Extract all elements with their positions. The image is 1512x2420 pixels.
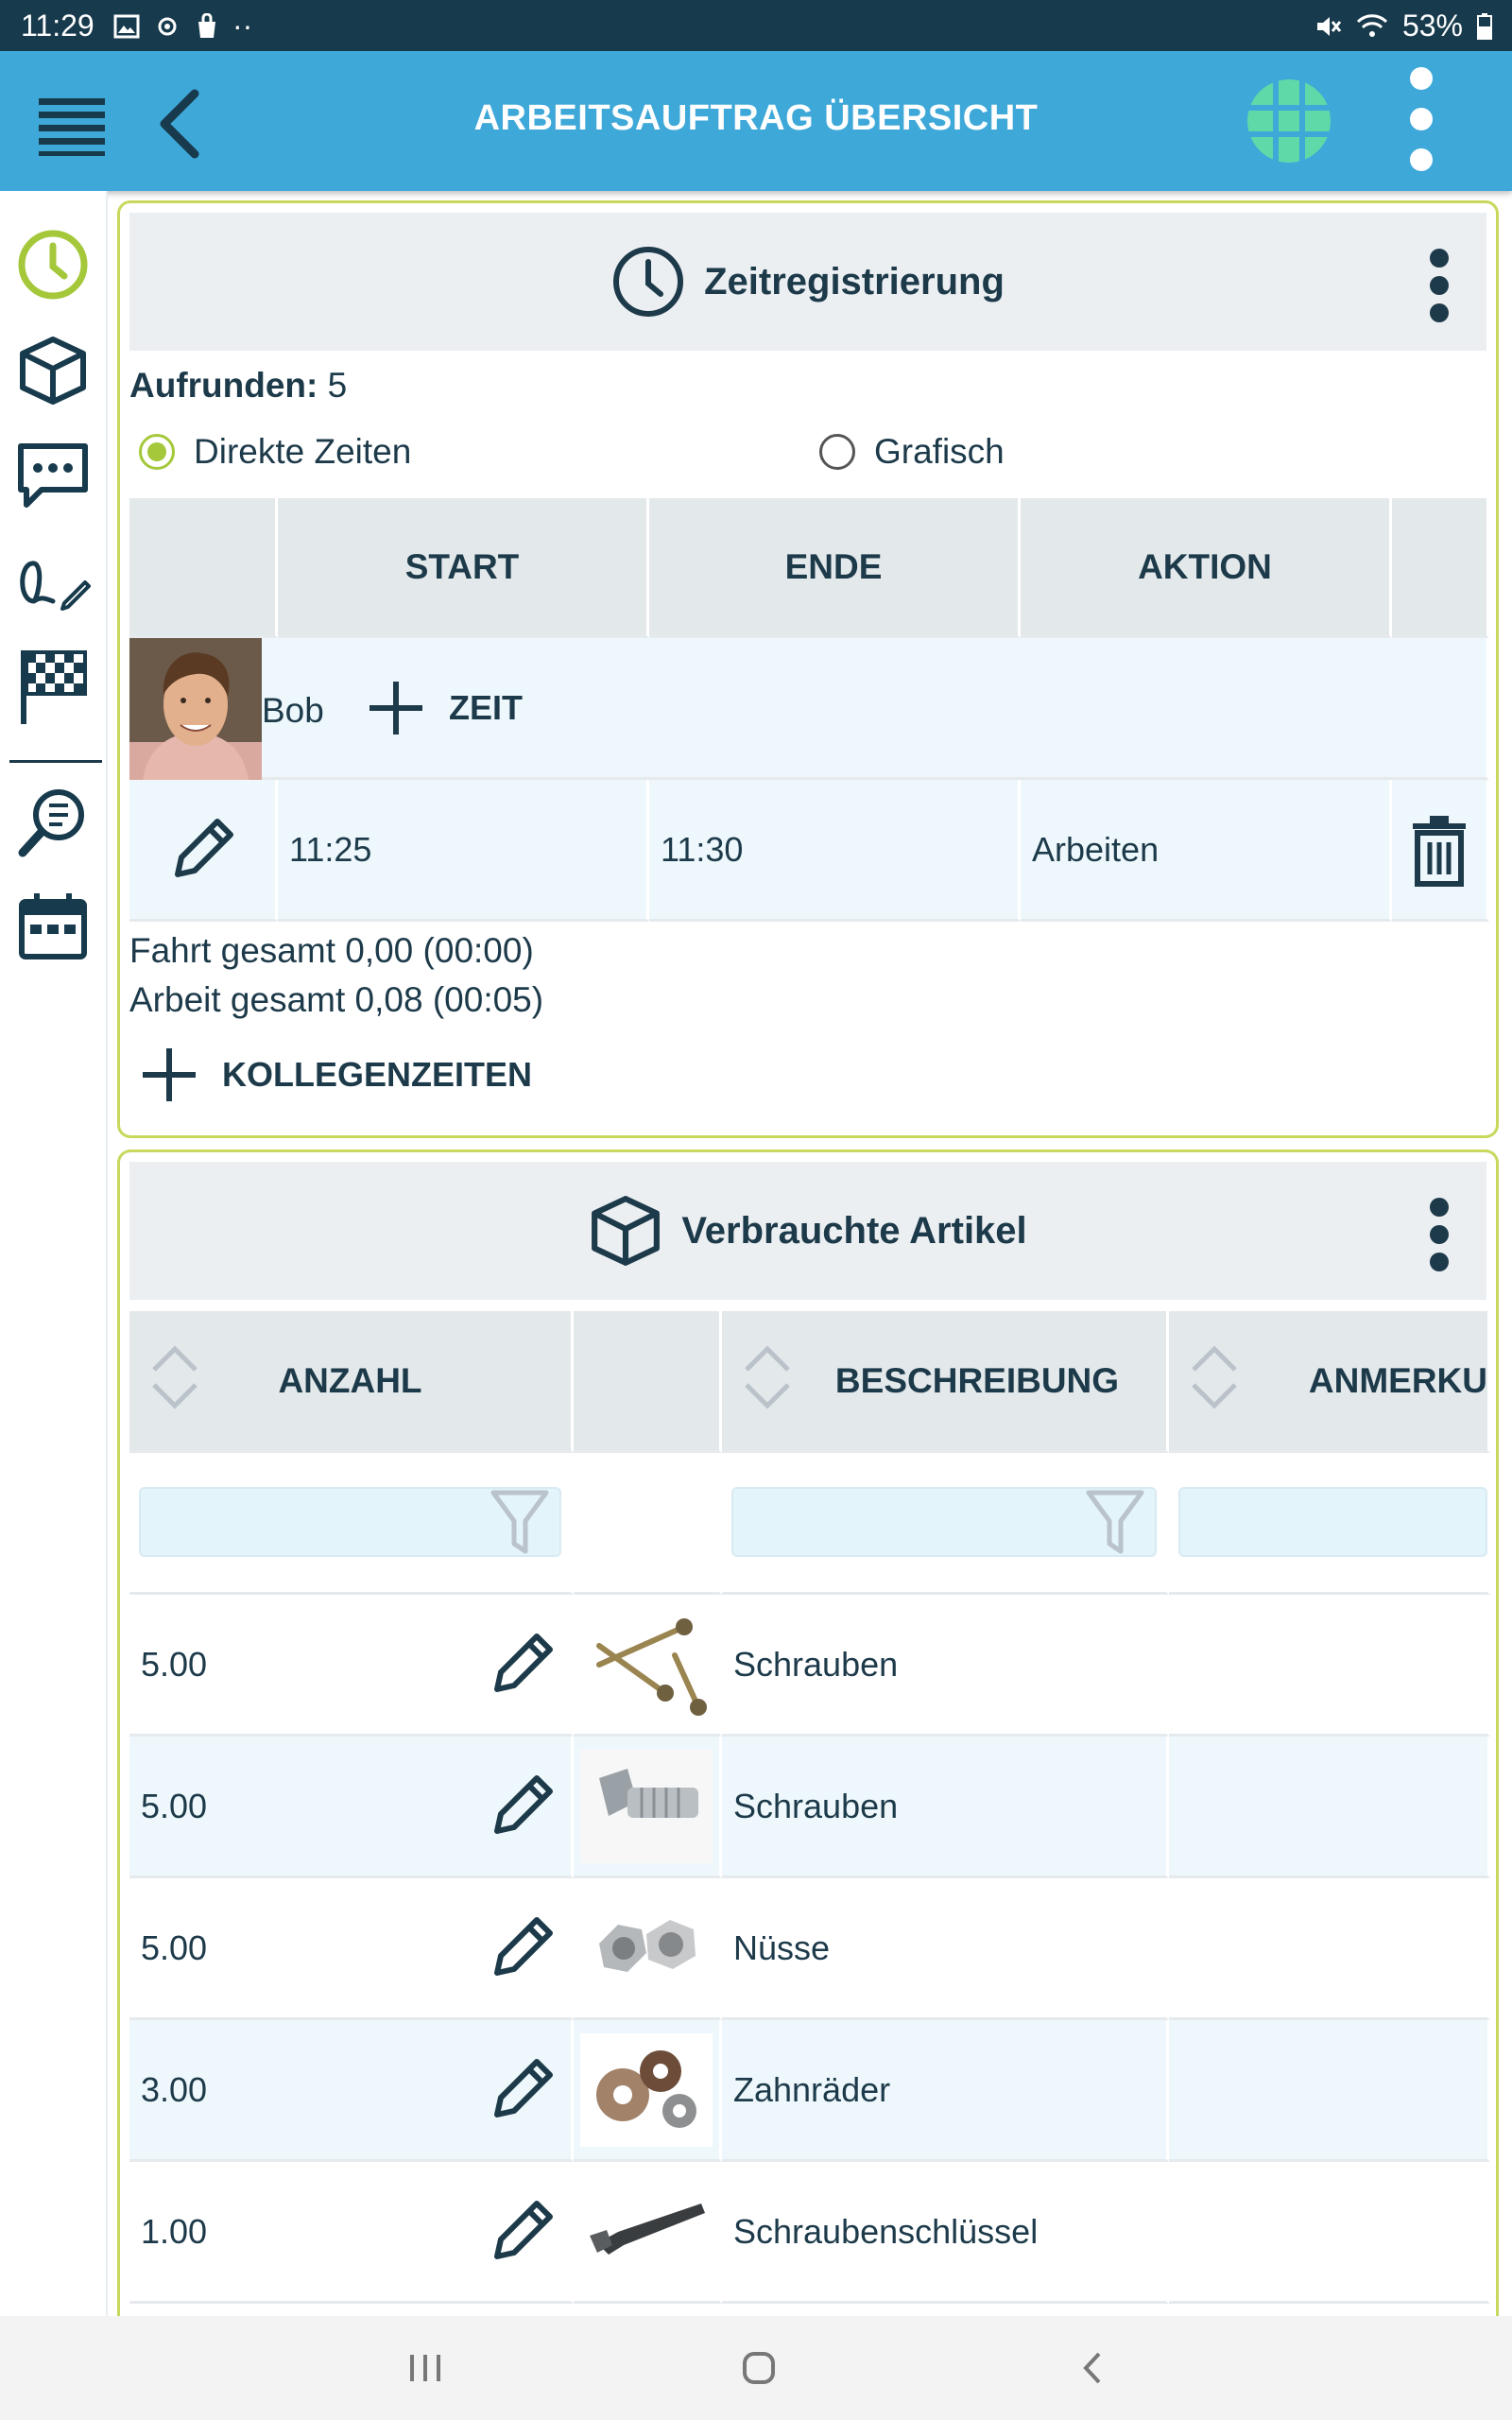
- radio-direct-label: Direkte Zeiten: [194, 432, 412, 471]
- edit-article-button[interactable]: [484, 2194, 559, 2270]
- time-panel-title: Zeitregistrierung: [704, 260, 1005, 302]
- clock-icon: [17, 229, 89, 301]
- time-registration-panel: [117, 200, 1499, 1138]
- entry-end: [649, 780, 1021, 922]
- article-quantity: 5.00: [141, 1644, 208, 1684]
- pencil-icon: [484, 1769, 559, 1844]
- article-row-quantity: [129, 1878, 574, 2020]
- filter-remark-cell: [1169, 1453, 1490, 1595]
- articles-panel-title: Verbrauchte Artikel: [681, 1209, 1027, 1252]
- pencil-icon: [484, 2194, 559, 2270]
- filter-description-input[interactable]: [731, 1487, 1157, 1557]
- col-header-quantity-label: ANZAHL: [278, 1360, 422, 1400]
- wood-screws-image: [580, 1608, 713, 1721]
- rail-separator: [9, 760, 102, 763]
- article-row-remark: [1169, 2162, 1490, 2304]
- time-header-action: AKTION: [1021, 498, 1392, 638]
- hex-bolt-image: [580, 1750, 713, 1863]
- entry-edit-cell[interactable]: [129, 780, 278, 922]
- bag-icon: [195, 13, 219, 40]
- filter-image-cell: [574, 1453, 722, 1595]
- article-quantity: 3.00: [141, 2069, 208, 2109]
- round-up-value: 5: [327, 366, 348, 405]
- article-row-description: [722, 1737, 1169, 1878]
- trash-icon: [1409, 812, 1469, 888]
- person-photo-icon: [129, 638, 262, 780]
- entry-start-value: 11:25: [289, 829, 372, 869]
- rail-calendar-button[interactable]: [15, 889, 91, 964]
- article-row-quantity: [129, 1737, 574, 1878]
- article-row-remark: [1169, 1878, 1490, 2020]
- gears-image: [580, 2033, 713, 2147]
- radio-graphic[interactable]: [819, 432, 1005, 472]
- left-rail: [0, 191, 106, 2316]
- round-up-label: Aufrunden:: [129, 366, 318, 405]
- article-row-image: [574, 1595, 722, 1737]
- radio-unchecked-icon: [819, 434, 855, 470]
- filter-icon: [1085, 1489, 1145, 1557]
- article-row-description: [722, 1595, 1169, 1737]
- filter-icon: [490, 1489, 550, 1557]
- entry-action-value: Arbeiten: [1032, 829, 1160, 869]
- article-row-quantity: [129, 2020, 574, 2162]
- article-description: Schrauben: [733, 1786, 899, 1825]
- pencil-icon: [484, 2052, 559, 2128]
- calendar-icon: [17, 890, 89, 962]
- android-nav-bar: [0, 2316, 1512, 2420]
- article-description: Schraubenschlüssel: [733, 2211, 1039, 2251]
- rail-divider: [106, 191, 108, 2316]
- filter-quantity-cell: [129, 1453, 574, 1595]
- user-avatar: [129, 638, 262, 780]
- home-button[interactable]: [730, 2340, 787, 2396]
- sort-icon: [148, 1340, 201, 1415]
- article-row-remark: [1169, 1737, 1490, 1878]
- rail-articles-button[interactable]: [15, 333, 91, 408]
- filter-remark-input[interactable]: [1178, 1487, 1487, 1557]
- article-row-remark: [1169, 1595, 1490, 1737]
- add-colleague-times-button[interactable]: [139, 1045, 532, 1105]
- col-header-quantity[interactable]: [129, 1311, 574, 1453]
- article-quantity: 5.00: [141, 1786, 208, 1825]
- time-panel-menu-button[interactable]: [1428, 249, 1451, 324]
- add-colleague-label: KOLLEGENZEITEN: [222, 1055, 533, 1094]
- radio-direct-times[interactable]: [139, 432, 411, 472]
- edit-article-button[interactable]: [484, 2052, 559, 2128]
- nav-back-button[interactable]: [1064, 2340, 1121, 2396]
- article-row-image: [574, 1737, 722, 1878]
- hex-nuts-image: [580, 1892, 713, 2005]
- search-document-icon: [15, 785, 91, 860]
- pencil-icon: [164, 812, 240, 888]
- battery-icon: [1476, 12, 1493, 41]
- add-time-button[interactable]: [366, 678, 523, 738]
- plus-icon: [366, 678, 426, 738]
- article-row-image: [574, 1878, 722, 2020]
- chat-icon: [15, 441, 91, 512]
- article-row-image: [574, 2020, 722, 2162]
- article-quantity: 1.00: [141, 2211, 208, 2251]
- article-row-quantity: [129, 1595, 574, 1737]
- article-row-description: [722, 1878, 1169, 2020]
- round-up-row: [129, 366, 347, 406]
- grid-button[interactable]: [1244, 76, 1334, 166]
- plus-icon: [139, 1045, 199, 1105]
- edit-article-button[interactable]: [484, 1910, 559, 1986]
- signature-icon: [15, 556, 91, 613]
- cube-icon: [589, 1194, 662, 1268]
- time-header-blank: [129, 498, 278, 638]
- radio-graphic-label: Grafisch: [874, 432, 1005, 471]
- pencil-icon: [484, 1627, 559, 1703]
- rail-search-button[interactable]: [15, 785, 91, 860]
- cube-icon: [17, 335, 89, 406]
- add-time-label: ZEIT: [449, 688, 523, 727]
- articles-panel: [117, 1150, 1499, 2322]
- wrench-image: [580, 2175, 713, 2289]
- col-header-remark[interactable]: [1169, 1311, 1490, 1453]
- time-header-start: START: [278, 498, 649, 638]
- col-header-image: [574, 1311, 722, 1453]
- overflow-menu-button[interactable]: [1399, 64, 1444, 178]
- article-row-quantity: [129, 2162, 574, 2304]
- entry-action: [1021, 780, 1392, 922]
- rail-finish-button[interactable]: [15, 648, 91, 724]
- edit-article-button[interactable]: [484, 1769, 559, 1844]
- entry-start: [278, 780, 649, 922]
- filter-description-cell: [722, 1453, 1169, 1595]
- total-work: Arbeit gesamt 0,08 (00:05): [129, 980, 544, 1019]
- rail-chat-button[interactable]: [15, 439, 91, 514]
- page-title: ARBEITSAUFTRAG ÜBERSICHT: [473, 98, 1039, 138]
- vertical-dots-icon: [1407, 64, 1435, 178]
- col-header-description-label: BESCHREIBUNG: [834, 1360, 1120, 1400]
- status-time: 11:29: [21, 9, 94, 43]
- filter-quantity-input[interactable]: [139, 1487, 561, 1557]
- gallery-icon: [113, 14, 140, 39]
- col-header-remark-label: ANMERKU: [1308, 1360, 1487, 1400]
- article-row-remark: [1169, 2020, 1490, 2162]
- radio-checked-icon: [139, 434, 175, 470]
- time-header-extra: [1392, 498, 1489, 638]
- home-icon: [740, 2349, 778, 2387]
- battery-percent: 53%: [1401, 9, 1463, 43]
- rail-time-button[interactable]: [15, 227, 91, 302]
- round-grid-icon: [1246, 78, 1332, 164]
- settings-cloud-icon: [153, 14, 181, 39]
- notification-icons: [113, 9, 252, 43]
- article-description: Nüsse: [733, 1927, 831, 1967]
- pencil-icon: [484, 1910, 559, 1986]
- article-description: Schrauben: [733, 1644, 899, 1684]
- article-row-image: [574, 2162, 722, 2304]
- user-row: [129, 638, 1489, 780]
- more-notifications: ··: [232, 9, 253, 43]
- wifi-icon: [1355, 12, 1389, 41]
- status-bar: [0, 0, 1512, 51]
- article-description: Zahnräder: [733, 2069, 891, 2109]
- rail-signature-button[interactable]: [15, 546, 91, 622]
- recent-apps-icon: [406, 2351, 444, 2385]
- edit-article-button[interactable]: [484, 1627, 559, 1703]
- articles-panel-header: [129, 1162, 1486, 1300]
- app-bar: [0, 51, 1512, 191]
- time-header-end: ENDE: [649, 498, 1021, 638]
- articles-panel-menu-button[interactable]: [1428, 1198, 1451, 1273]
- clock-icon: [611, 245, 685, 319]
- col-header-description[interactable]: [722, 1311, 1169, 1453]
- sort-icon: [741, 1340, 794, 1415]
- checkered-flag-icon: [17, 647, 89, 726]
- entry-end-value: 11:30: [661, 829, 744, 869]
- chevron-left-icon: [1078, 2349, 1107, 2387]
- time-panel-header: [129, 213, 1486, 351]
- sort-icon: [1188, 1340, 1241, 1415]
- article-row-description: [722, 2162, 1169, 2304]
- mute-icon: [1314, 12, 1342, 41]
- article-row-description: [722, 2020, 1169, 2162]
- entry-delete-cell[interactable]: [1392, 780, 1489, 922]
- user-name: Bob: [262, 691, 324, 730]
- recent-apps-button[interactable]: [397, 2340, 454, 2396]
- article-quantity: 5.00: [141, 1927, 208, 1967]
- total-drive: Fahrt gesamt 0,00 (00:00): [129, 931, 534, 970]
